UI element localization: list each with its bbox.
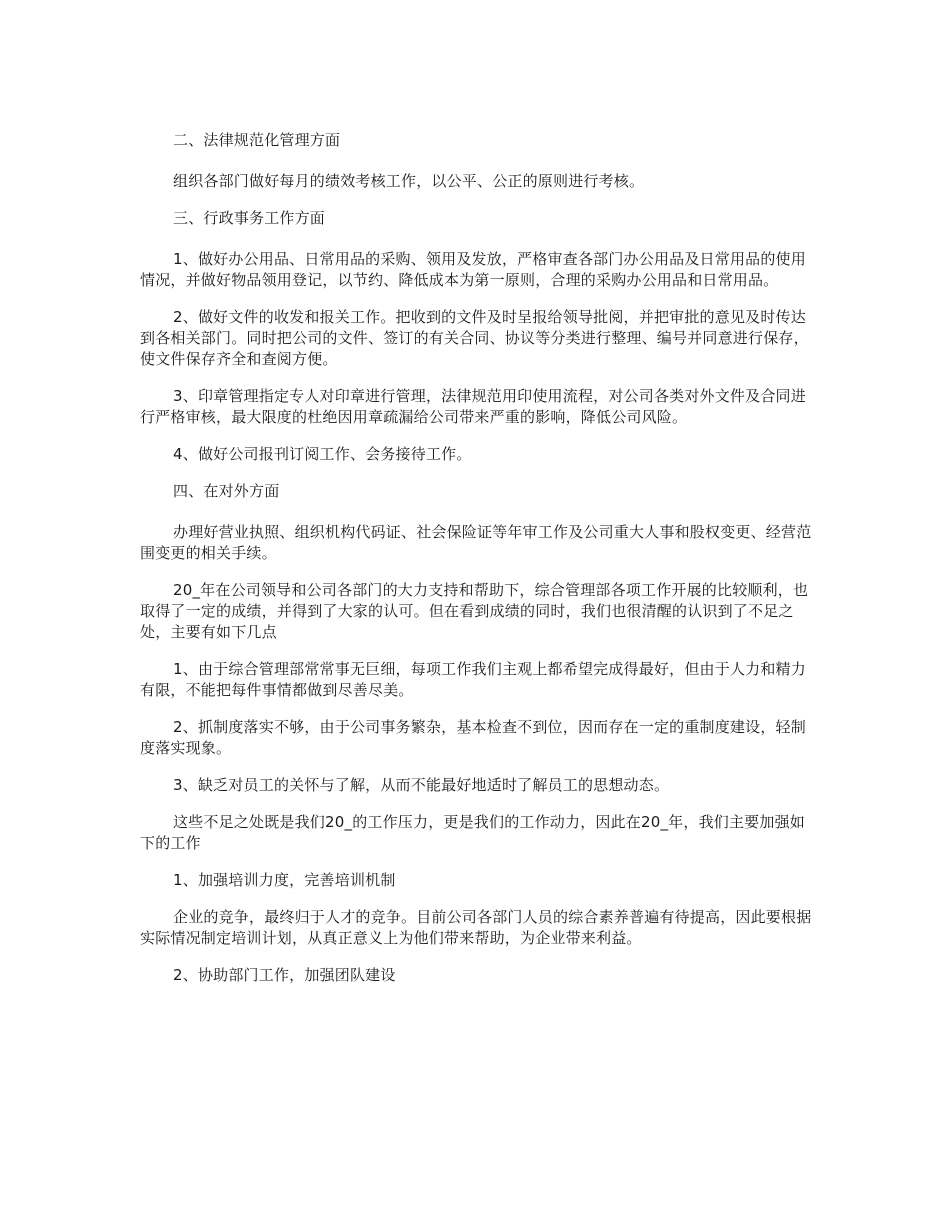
section-heading: 二、法律规范化管理方面 [173,131,341,149]
section-heading: 四、在对外方面 [173,482,280,500]
document-page [140,130,812,1002]
paragraph: 20_年在公司领导和公司各部门的大力支持和帮助下，综合管理部各项工作开展的比较顺利，也取得了一定的成绩，并得到了大家的认可。但在看到成绩的同时，我们也很清醒的认识到了不足之处，主要有如下几点 [140,581,809,641]
paragraph: 1、做好办公用品、日常用品的采购、领用及发放，严格审查各部门办公用品及日常用品的使用情况，并做好物品领用登记，以节约、降低成本为第一原则，合理的采购办公用品和日常用品。 [140,250,806,289]
paragraph: 办理好营业执照、组织机构代码证、社会保险证等年审工作及公司重大人事和股权变更、经营范围变更的相关手续。 [140,523,812,562]
paragraph: 3、缺乏对员工的关怀与了解，从而不能最好地适时了解员工的思想动态。 [173,776,670,794]
paragraph: 2、做好文件的收发和报关工作。把收到的文件及时呈报给领导批阅，并把审批的意见及时传达到各相关部门。同时把公司的文件、签订的有关合同、协议等分类进行整理、编号并同意进行保存，使文件保存齐全和查阅方便。 [140,308,809,368]
paragraph: 4、做好公司报刊订阅工作、会务接待工作。 [173,445,472,463]
paragraph: 3、印章管理指定专人对印章进行管理，法律规范用印使用流程，对公司各类对外文件及合同进行严格审核，最大限度的杜绝因用章疏漏给公司带来严重的影响，降低公司风险。 [140,387,806,426]
paragraph: 这些不足之处既是我们20_的工作压力，更是我们的工作动力，因此在20_年，我们主要加强如下的工作 [140,813,805,852]
paragraph: 2、协助部门工作，加强团队建设 [173,966,396,984]
paragraph: 1、加强培训力度，完善培训机制 [173,871,396,889]
section-heading: 三、行政事务工作方面 [173,209,326,227]
paragraph: 2、抓制度落实不够，由于公司事务繁杂，基本检查不到位，因而存在一定的重制度建设，轻制度落实现象。 [140,718,806,757]
paragraph: 组织各部门做好每月的绩效考核工作，以公平、公正的原则进行考核。 [173,172,645,190]
paragraph: 1、由于综合管理部常常事无巨细，每项工作我们主观上都希望完成得最好，但由于人力和精力有限，不能把每件事情都做到尽善尽美。 [140,660,806,699]
paragraph: 企业的竞争，最终归于人才的竞争。目前公司各部门人员的综合素养普遍有待提高，因此要根据实际情况制定培训计划，从真正意义上为他们带来帮助，为企业带来利益。 [140,908,812,947]
